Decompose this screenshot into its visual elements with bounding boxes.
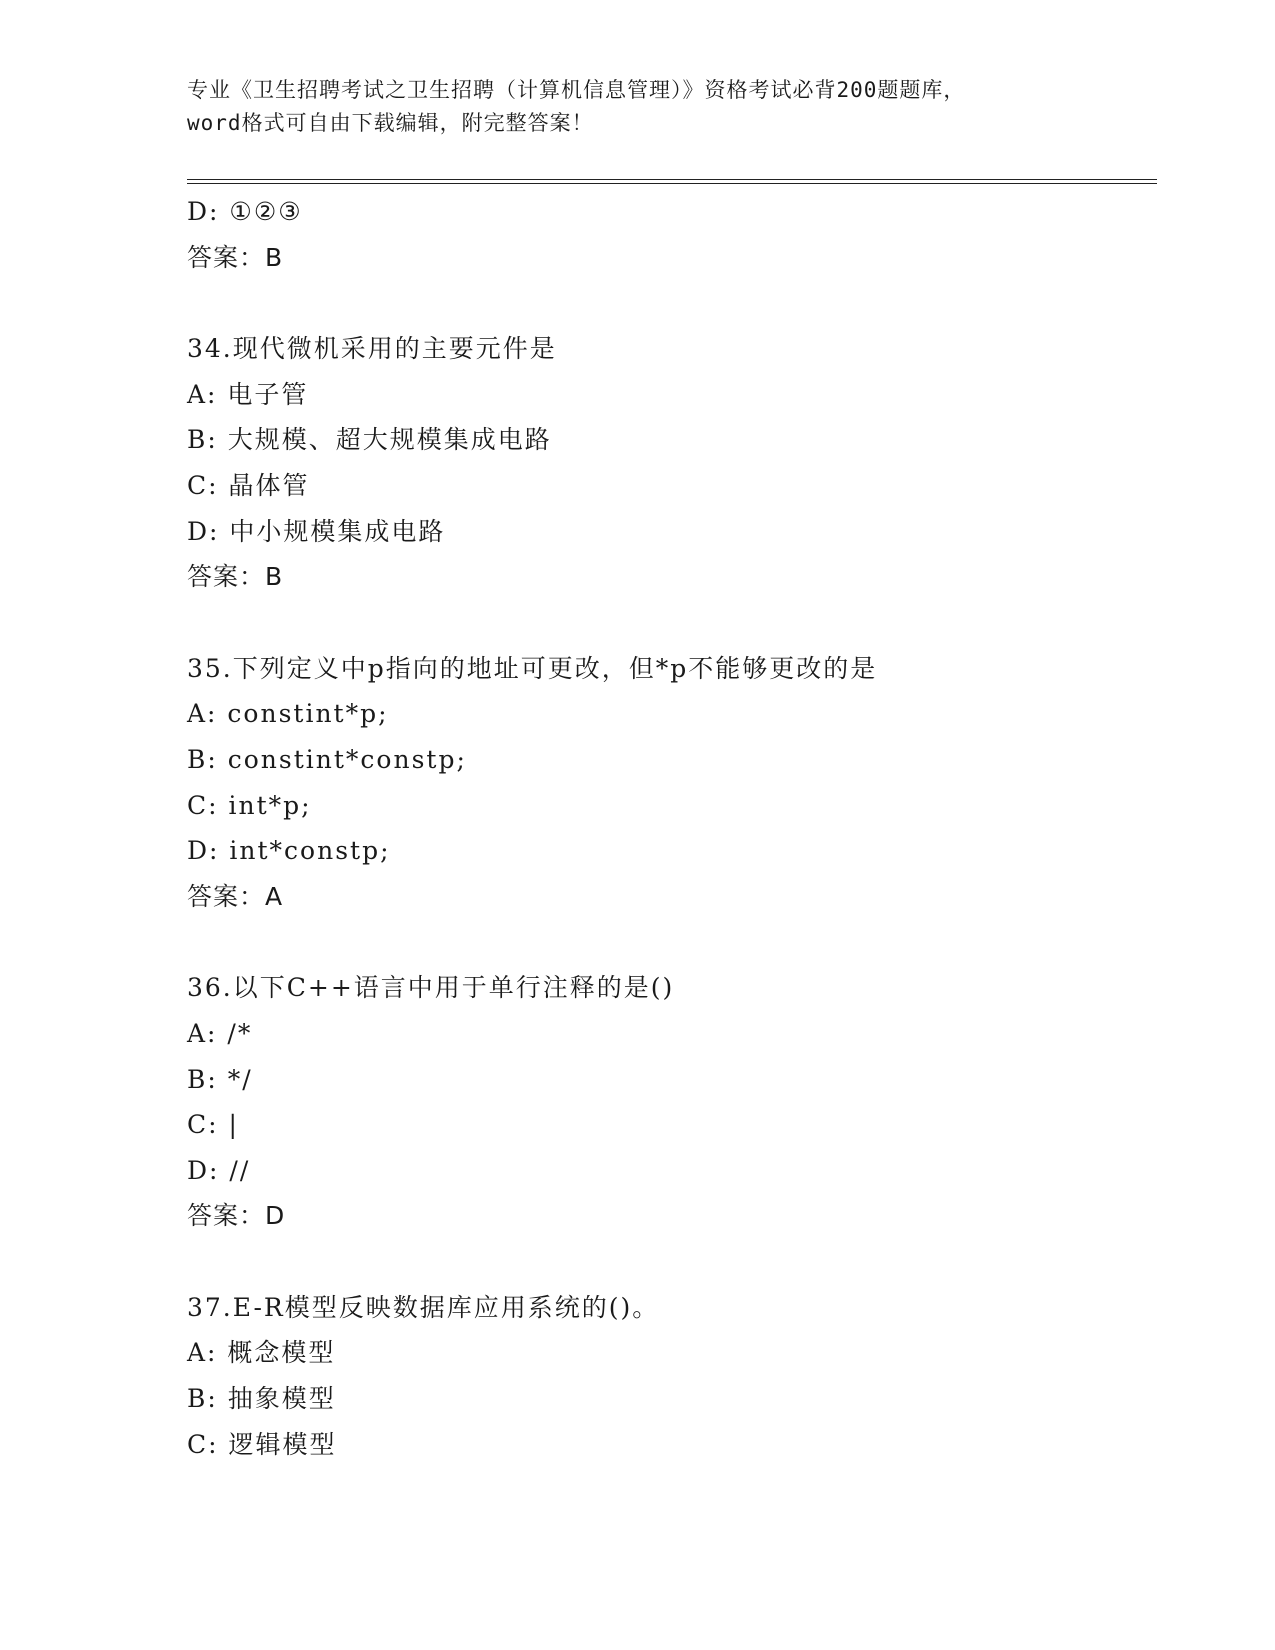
header-divider-top — [187, 179, 1157, 180]
option-b: B: constint*constp; — [187, 744, 467, 774]
answer-text: 答案：A — [187, 881, 284, 911]
header-title-line-1: 专业《卫生招聘考试之卫生招聘（计算机信息管理）》资格考试必背200题题库， — [187, 78, 966, 102]
option-c: C: | — [187, 1110, 239, 1140]
answer-text: 答案：B — [187, 562, 284, 592]
spacer — [187, 280, 1157, 326]
option-d: D: // — [187, 1155, 251, 1185]
question-list — [187, 189, 1157, 1467]
option-a: A: /* — [187, 1018, 253, 1048]
option-c: C: 逻辑模型 — [187, 1429, 337, 1459]
option-b: B: */ — [187, 1064, 253, 1094]
option-a: A: constint*p; — [187, 699, 389, 729]
document-header — [187, 74, 1087, 140]
spacer — [187, 600, 1157, 646]
option-a: A: 电子管 — [187, 379, 309, 409]
option-b: B: 抽象模型 — [187, 1384, 336, 1414]
question-stem: 35.下列定义中p指向的地址可更改，但*p不能够更改的是 — [187, 653, 878, 683]
header-title-line-2: word格式可自由下载编辑，附完整答案！ — [187, 111, 594, 135]
option-c: C: 晶体管 — [187, 470, 310, 500]
answer-text: 答案：D — [187, 1201, 286, 1231]
option-a: A: 概念模型 — [187, 1338, 336, 1368]
spacer — [187, 919, 1157, 965]
option-c: C: int*p; — [187, 790, 312, 820]
option-d: D: 中小规模集成电路 — [187, 516, 446, 546]
question-stem: 37.E-R模型反映数据库应用系统的()。 — [187, 1292, 660, 1322]
spacer — [187, 1239, 1157, 1285]
option-d: D: ①②③ — [187, 197, 303, 226]
option-d: D: int*constp; — [187, 836, 391, 866]
question-stem: 36.以下C++语言中用于单行注释的是() — [187, 973, 675, 1003]
question-stem: 34.现代微机采用的主要元件是 — [187, 334, 557, 364]
option-b: B: 大规模、超大规模集成电路 — [187, 425, 552, 455]
header-divider-bottom — [187, 183, 1157, 184]
answer-text: 答案：B — [187, 242, 284, 272]
